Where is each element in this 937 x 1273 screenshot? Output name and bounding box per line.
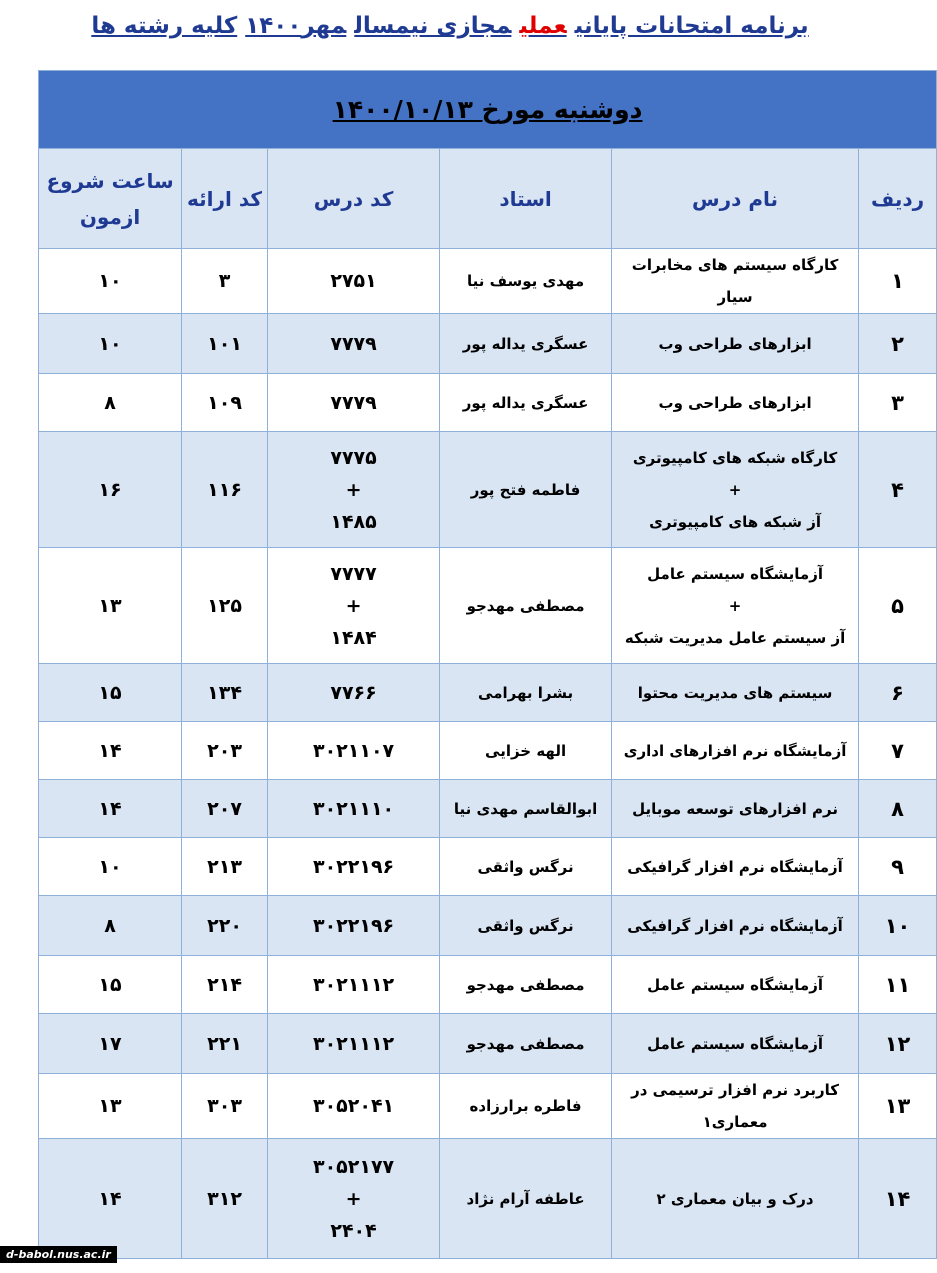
instructor-name: فاطره برارزاده bbox=[440, 1074, 612, 1139]
row-number: ۹ bbox=[859, 838, 937, 896]
offering-code: ۲۰۷ bbox=[182, 780, 268, 838]
course-name: آزمایشگاه سیستم عامل bbox=[612, 1014, 859, 1074]
instructor-name: عسگری یداله پور bbox=[440, 314, 612, 374]
course-code: ۳۰۵۲۱۷۷ + ۲۴۰۴ bbox=[268, 1139, 440, 1259]
col-radif: ردیف bbox=[859, 149, 937, 249]
offering-code: ۳۱۲ bbox=[182, 1139, 268, 1259]
course-name: ابزارهای طراحی وب bbox=[612, 314, 859, 374]
instructor-name: نرگس واثقی bbox=[440, 896, 612, 956]
course-name: نرم افزارهای توسعه موبایل bbox=[612, 780, 859, 838]
table-row bbox=[39, 838, 937, 896]
instructor-name: مصطفی مهدجو bbox=[440, 1014, 612, 1074]
table-row bbox=[39, 896, 937, 956]
start-time: ۱۵ bbox=[39, 664, 182, 722]
instructor-name: نرگس واثقی bbox=[440, 838, 612, 896]
instructor-name: مصطفی مهدجو bbox=[440, 956, 612, 1014]
course-code: ۷۷۷۷ + ۱۴۸۴ bbox=[268, 548, 440, 664]
page-title bbox=[0, 8, 900, 44]
instructor-name: فاطمه فتح پور bbox=[440, 432, 612, 548]
offering-code: ۱۲۵ bbox=[182, 548, 268, 664]
start-time: ۸ bbox=[39, 374, 182, 432]
offering-code: ۳۰۳ bbox=[182, 1074, 268, 1139]
row-number: ۶ bbox=[859, 664, 937, 722]
table-body bbox=[39, 249, 937, 1259]
course-code: ۳۰۲۱۱۱۲ bbox=[268, 956, 440, 1014]
start-time: ۱۰ bbox=[39, 249, 182, 314]
instructor-name: مهدی یوسف نیا bbox=[440, 249, 612, 314]
date-header: دوشنبه مورخ ۱۴۰۰/۱۰/۱۳ bbox=[39, 71, 937, 149]
row-number: ۱ bbox=[859, 249, 937, 314]
course-name: آزمایشگاه نرم افزارهای اداری bbox=[612, 722, 859, 780]
title-part-3: مجازی نیمسال bbox=[354, 13, 512, 39]
start-time: ۱۳ bbox=[39, 548, 182, 664]
title-part-2: عملی bbox=[519, 13, 567, 39]
row-number: ۱۳ bbox=[859, 1074, 937, 1139]
course-code: ۳۰۲۲۱۹۶ bbox=[268, 896, 440, 956]
row-number: ۷ bbox=[859, 722, 937, 780]
course-code: ۳۰۵۲۰۴۱ bbox=[268, 1074, 440, 1139]
start-time: ۱۰ bbox=[39, 314, 182, 374]
course-code: ۳۰۲۱۱۱۰ bbox=[268, 780, 440, 838]
course-code: ۳۰۲۲۱۹۶ bbox=[268, 838, 440, 896]
course-name: سیستم های مدیریت محتوا bbox=[612, 664, 859, 722]
table-row bbox=[39, 314, 937, 374]
course-name: آزمایشگاه نرم افزار گرافیکی bbox=[612, 838, 859, 896]
course-code: ۷۷۷۵ + ۱۴۸۵ bbox=[268, 432, 440, 548]
row-number: ۱۰ bbox=[859, 896, 937, 956]
course-name: آزمایشگاه سیستم عامل + آز سیستم عامل مدیریت شبکه bbox=[612, 548, 859, 664]
table-row bbox=[39, 249, 937, 314]
row-number: ۱۱ bbox=[859, 956, 937, 1014]
offering-code: ۲۱۴ bbox=[182, 956, 268, 1014]
offering-code: ۱۱۶ bbox=[182, 432, 268, 548]
table-row bbox=[39, 432, 937, 548]
course-name: درک و بیان معماری ۲ bbox=[612, 1139, 859, 1259]
instructor-name: عاطفه آرام نژاد bbox=[440, 1139, 612, 1259]
row-number: ۴ bbox=[859, 432, 937, 548]
col-offering-code: کد ارائه bbox=[182, 149, 268, 249]
title-part-4: مهر۱۴۰۰ bbox=[245, 13, 347, 39]
table-row bbox=[39, 722, 937, 780]
course-name: آزمایشگاه نرم افزار گرافیکی bbox=[612, 896, 859, 956]
start-time: ۱۴ bbox=[39, 780, 182, 838]
table-row bbox=[39, 780, 937, 838]
start-time: ۸ bbox=[39, 896, 182, 956]
row-number: ۸ bbox=[859, 780, 937, 838]
offering-code: ۱۰۹ bbox=[182, 374, 268, 432]
title-part-5: کلیه رشته ها bbox=[91, 13, 238, 39]
row-number: ۳ bbox=[859, 374, 937, 432]
instructor-name: مصطفی مهدجو bbox=[440, 548, 612, 664]
start-time: ۱۴ bbox=[39, 1139, 182, 1259]
offering-code: ۲۰۳ bbox=[182, 722, 268, 780]
course-code: ۲۷۵۱ bbox=[268, 249, 440, 314]
course-code: ۷۷۷۹ bbox=[268, 374, 440, 432]
course-code: ۳۰۲۱۱۰۷ bbox=[268, 722, 440, 780]
offering-code: ۲۲۱ bbox=[182, 1014, 268, 1074]
site-watermark: d-babol.nus.ac.ir bbox=[0, 1246, 117, 1263]
course-code: ۷۷۶۶ bbox=[268, 664, 440, 722]
start-time: ۱۶ bbox=[39, 432, 182, 548]
col-course-name: نام درس bbox=[612, 149, 859, 249]
col-start-time: ساعت شروع ازمون bbox=[39, 149, 182, 249]
instructor-name: بشرا بهرامی bbox=[440, 664, 612, 722]
course-code: ۳۰۲۱۱۱۲ bbox=[268, 1014, 440, 1074]
course-name: آزمایشگاه سیستم عامل bbox=[612, 956, 859, 1014]
row-number: ۱۴ bbox=[859, 1139, 937, 1259]
col-course-code: کد درس bbox=[268, 149, 440, 249]
row-number: ۱۲ bbox=[859, 1014, 937, 1074]
table-row bbox=[39, 1074, 937, 1139]
offering-code: ۱۳۴ bbox=[182, 664, 268, 722]
table-row bbox=[39, 1014, 937, 1074]
instructor-name: عسگری یداله پور bbox=[440, 374, 612, 432]
row-number: ۵ bbox=[859, 548, 937, 664]
table-row bbox=[39, 956, 937, 1014]
table-row bbox=[39, 1139, 937, 1259]
row-number: ۲ bbox=[859, 314, 937, 374]
start-time: ۱۴ bbox=[39, 722, 182, 780]
start-time: ۱۳ bbox=[39, 1074, 182, 1139]
exam-schedule-table bbox=[38, 70, 937, 1259]
col-instructor: استاد bbox=[440, 149, 612, 249]
start-time: ۱۰ bbox=[39, 838, 182, 896]
course-code: ۷۷۷۹ bbox=[268, 314, 440, 374]
course-name: کارگاه شبکه های کامپیوتری + آز شبکه های کامپیوتری bbox=[612, 432, 859, 548]
course-name: کاربرد نرم افزار ترسیمی در معماری۱ bbox=[612, 1074, 859, 1139]
start-time: ۱۵ bbox=[39, 956, 182, 1014]
offering-code: ۲۱۳ bbox=[182, 838, 268, 896]
column-headers bbox=[39, 149, 937, 249]
offering-code: ۳ bbox=[182, 249, 268, 314]
instructor-name: ابوالقاسم مهدی نیا bbox=[440, 780, 612, 838]
course-name: کارگاه سیستم های مخابرات سیار bbox=[612, 249, 859, 314]
instructor-name: الهه خزایی bbox=[440, 722, 612, 780]
title-part-1: برنامه امتحانات پایانی bbox=[574, 13, 809, 39]
offering-code: ۱۰۱ bbox=[182, 314, 268, 374]
course-name: ابزارهای طراحی وب bbox=[612, 374, 859, 432]
start-time: ۱۷ bbox=[39, 1014, 182, 1074]
table-row bbox=[39, 374, 937, 432]
offering-code: ۲۲۰ bbox=[182, 896, 268, 956]
table-row bbox=[39, 548, 937, 664]
table-row bbox=[39, 664, 937, 722]
